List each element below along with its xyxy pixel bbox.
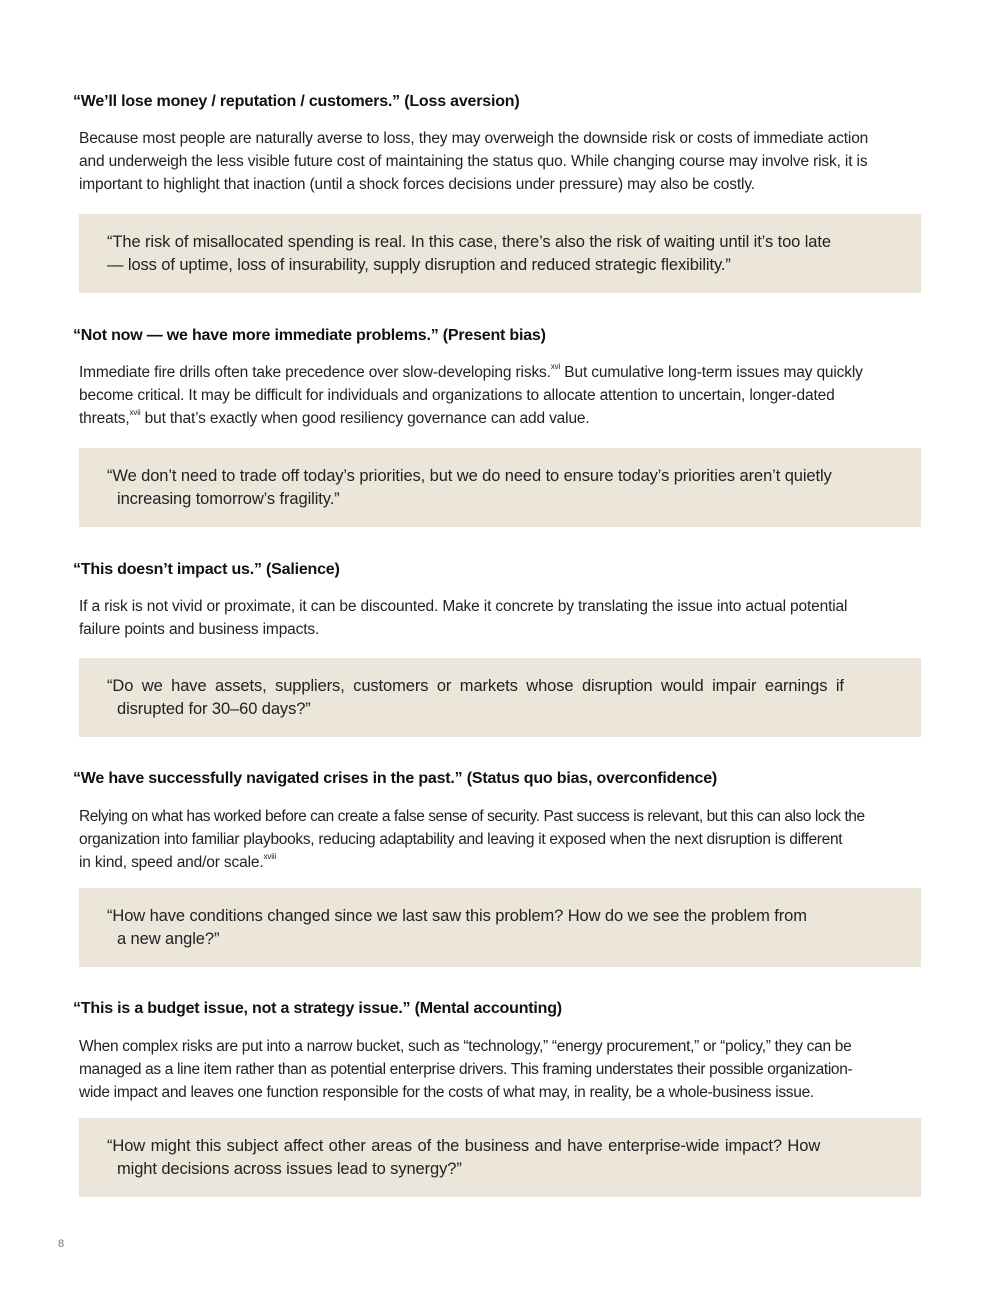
body-line: important to highlight that inaction (until a shock forces decisions under pressure) may also be costly. <box>79 176 755 193</box>
quote-text <box>107 231 887 276</box>
body-line: wide impact and leaves one function responsible for the costs of what may, in reality, be a whole-business issue. <box>79 1084 814 1101</box>
section-heading-salience: “This doesn’t impact us.” (Salience) <box>73 561 340 578</box>
quote-line: “The risk of misallocated spending is real. In this case, there’s also the risk of waiting until it’s too late <box>107 233 831 251</box>
body-line: Because most people are naturally averse to loss, they may overweigh the downside risk or costs of immediate action <box>79 130 869 147</box>
quote-text <box>107 465 887 510</box>
quote-line: “We don’t need to trade off today’s priorities, but we do need to ensure today’s priorities aren’t quietly <box>107 467 832 485</box>
quote-box-status-quo-bias <box>79 888 921 967</box>
quote-text <box>107 1135 887 1180</box>
body-line: organization into familiar playbooks, reducing adaptability and leaving it exposed when the next disruption is different <box>79 831 843 848</box>
section-heading-loss-aversion: “We’ll lose money / reputation / customers.” (Loss aversion) <box>73 93 520 110</box>
page-number: 8 <box>58 1238 65 1250</box>
quote-text <box>107 905 887 950</box>
body-text-segment: But cumulative long-term issues may quickly <box>560 364 863 381</box>
quote-line: increasing tomorrow’s fragility.” <box>117 489 340 508</box>
body-line <box>79 407 925 430</box>
quote-line: — loss of uptime, loss of insurability, supply disruption and reduced strategic flexibility.” <box>107 255 731 274</box>
body-line: managed as a line item rather than as potential enterprise drivers. This framing understates their possible organization- <box>79 1061 853 1078</box>
quote-line: “How might this subject affect other areas of the business and have enterprise-wide impact? How <box>107 1137 821 1155</box>
quote-line: might decisions across issues lead to synergy?” <box>117 1159 462 1178</box>
section-heading-mental-accounting: “This is a budget issue, not a strategy issue.” (Mental accounting) <box>73 1000 562 1017</box>
body-line: If a risk is not vivid or proximate, it can be discounted. Make it concrete by translating the issue into actual potential <box>79 598 848 615</box>
body-text-segment: Immediate fire drills often take precedence over slow-developing risks. <box>79 364 551 381</box>
endnote-reference: xvi <box>550 361 561 371</box>
body-text-segment: in kind, speed and/or scale. <box>79 854 264 871</box>
body-line <box>79 361 925 384</box>
quote-line: “Do we have assets, suppliers, customers or markets whose disruption would impair earnings if <box>107 677 844 695</box>
body-text-segment: but that’s exactly when good resiliency governance can add value. <box>140 410 590 427</box>
body-text-segment: threats, <box>79 410 130 427</box>
quote-box-salience <box>79 658 921 737</box>
body-line: become critical. It may be difficult for individuals and organizations to allocate attention to uncertain, longer-dated <box>79 387 835 404</box>
section-body-mental-accounting <box>79 1035 925 1104</box>
quote-line: disrupted for 30–60 days?” <box>117 699 311 718</box>
section-heading-present-bias: “Not now — we have more immediate problems.” (Present bias) <box>73 327 546 344</box>
quote-line: a new angle?” <box>117 929 220 948</box>
body-line <box>79 851 925 874</box>
endnote-reference: xviii <box>263 851 277 861</box>
body-line: When complex risks are put into a narrow bucket, such as “technology,” “energy procurement,” or “policy,” they can be <box>79 1038 852 1055</box>
body-line: Relying on what has worked before can create a false sense of security. Past success is relevant, but this can also lock the <box>79 808 865 825</box>
endnote-reference: xvii <box>129 407 141 417</box>
section-heading-status-quo-bias: “We have successfully navigated crises in the past.” (Status quo bias, overconfidence) <box>73 770 718 787</box>
quote-box-loss-aversion <box>79 214 921 293</box>
quote-box-present-bias <box>79 448 921 527</box>
quote-box-mental-accounting <box>79 1118 921 1197</box>
section-body-salience <box>79 595 925 641</box>
section-body-present-bias <box>79 361 925 430</box>
quote-line: “How have conditions changed since we last saw this problem? How do we see the problem from <box>107 907 807 925</box>
body-line: failure points and business impacts. <box>79 621 320 638</box>
section-body-status-quo-bias <box>79 805 925 874</box>
quote-text <box>107 675 887 720</box>
section-body-loss-aversion <box>79 127 925 196</box>
body-line: and underweigh the less visible future cost of maintaining the status quo. While changing course may involve risk, it is <box>79 153 868 170</box>
